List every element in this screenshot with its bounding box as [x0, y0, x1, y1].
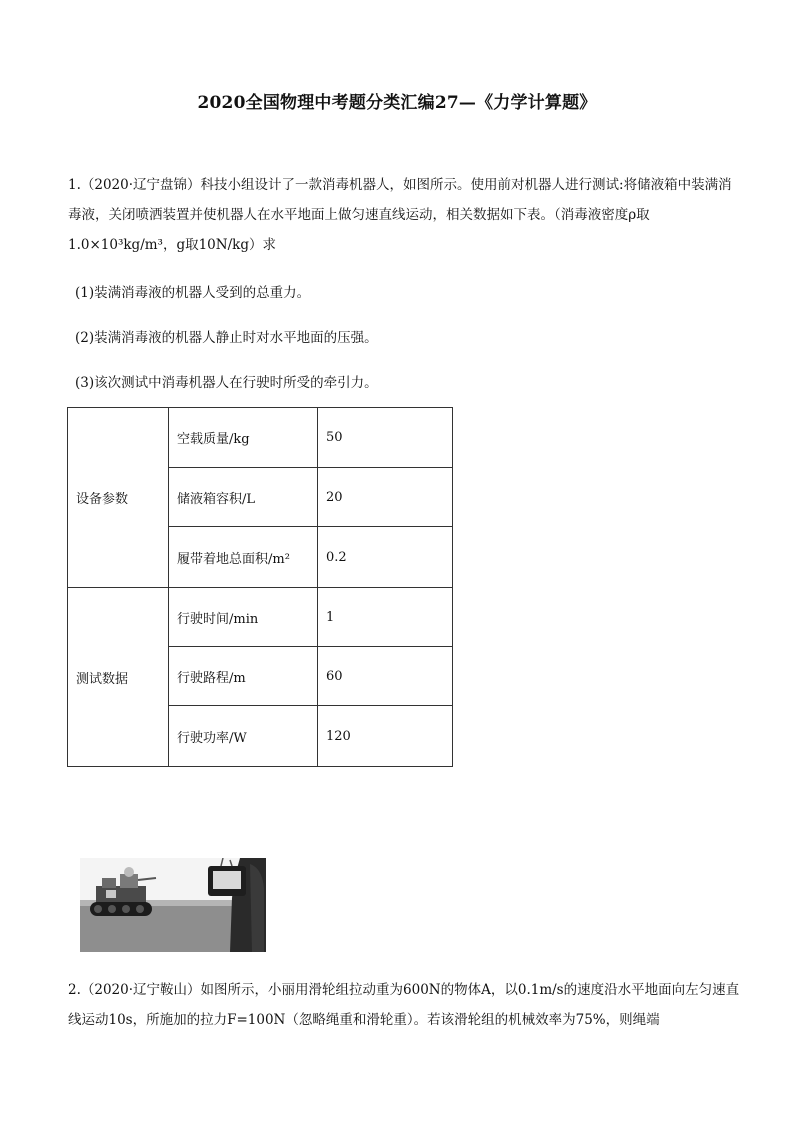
table-row [68, 408, 453, 468]
param-value: 1 [318, 588, 453, 647]
param-value: 20 [318, 468, 453, 527]
param-name: 储液箱容积/L [169, 468, 318, 527]
group-label-test: 测试数据 [68, 588, 169, 767]
param-name: 履带着地总面积/m² [169, 527, 318, 588]
param-name: 行驶功率/W [169, 706, 318, 767]
param-value: 60 [318, 647, 453, 706]
param-value: 120 [318, 706, 453, 767]
param-value: 0.2 [318, 527, 453, 588]
robot-data-table [67, 407, 453, 767]
robot-photo [80, 858, 266, 952]
param-name: 行驶时间/min [169, 588, 318, 647]
question-1-sub-1: (1)装满消毒液的机器人受到的总重力。 [75, 285, 311, 301]
question-1-text: 1.（2020·辽宁盘锦）科技小组设计了一款消毒机器人，如图所示。使用前对机器人进行测试:将储液箱中装满消毒液，关闭喷洒装置并使机器人在水平地面上做匀速直线运动，相关数据如下表。（消毒液密度ρ取1.0×10³kg/m³，g取10N/kg）求 [68, 177, 732, 253]
question-2-text: 2.（2020·辽宁鞍山）如图所示，小丽用滑轮组拉动重为600N的物体A，以0.1m/s的速度沿水平地面向左匀速直线运动10s，所施加的拉力F=100N（忽略绳重和滑轮重）。若该滑轮组的机械效率为75%，则绳端 [68, 982, 740, 1028]
param-value: 50 [318, 408, 453, 468]
document-title: 2020全国物理中考题分类汇编27—《力学计算题》 [197, 93, 597, 113]
param-name: 行驶路程/m [169, 647, 318, 706]
question-1-sub-3: (3)该次测试中消毒机器人在行驶时所受的牵引力。 [75, 375, 378, 391]
table-row [68, 588, 453, 647]
question-1-sub-2: (2)装满消毒液的机器人静止时对水平地面的压强。 [75, 330, 378, 346]
group-label-equipment: 设备参数 [68, 408, 169, 588]
param-name: 空载质量/kg [169, 408, 318, 468]
